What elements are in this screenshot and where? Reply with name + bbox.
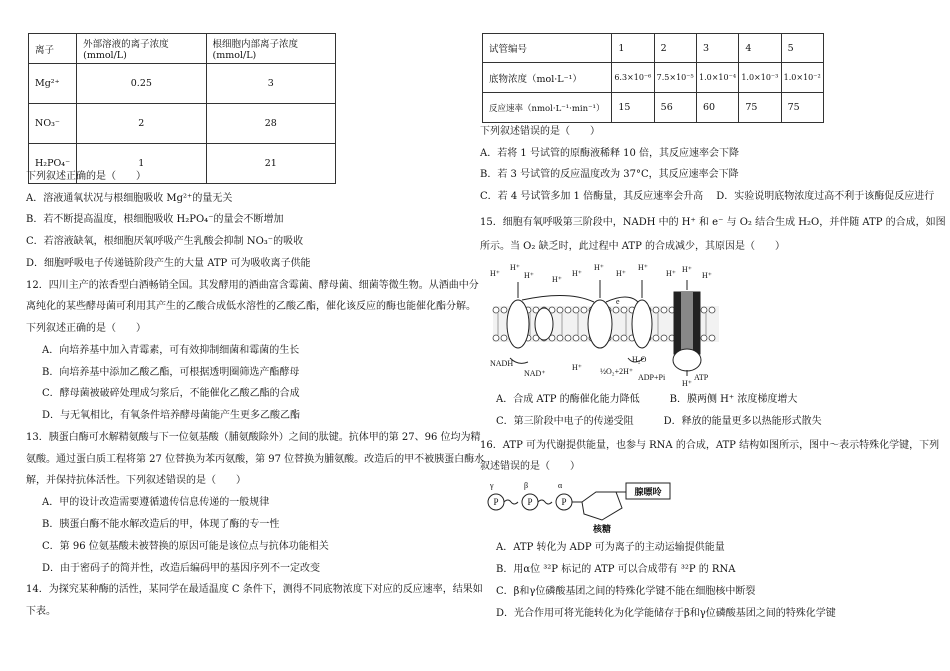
h-ion-label: H⁺ (702, 271, 712, 280)
question-text: 15．细胞有氧呼吸第三阶段中，NADH 中的 H⁺ 和 e⁻ 与 O₂ 结合生成 H₂O，并伴随 ATP 的合成，如图 (480, 217, 946, 228)
table-cell: 3 (206, 64, 335, 104)
row-label: 试管编号 (483, 34, 612, 63)
table-cell: Mg²⁺ (29, 64, 77, 104)
option: C．第 96 位氨基酸未被替换的原因可能是该位点与抗体功能相关 (42, 541, 329, 552)
table-cell: 4 (739, 34, 781, 63)
option: B．用α位 ³²P 标记的 ATP 可以合成带有 ³²P 的 RNA (496, 564, 736, 575)
question-text: 解，并保持抗体活性。下列叙述错误的是（ ） (26, 475, 246, 486)
table-cell: 1 (77, 144, 206, 184)
question-text: 13．胰蛋白酶可水解精氨酸与下一位氨基酸（脯氨酸除外）之间的肽键。抗体甲的第 27、96 位均为精 (26, 432, 481, 443)
question-text: 14．为探究某种酶的活性，某同学在最适温度 C 条件下，测得不同底物浓度下对应的反应速率，结果如 (26, 584, 483, 595)
option: D．光合作用可将光能转化为化学能储存于β和γ位磷酸基团之间的特殊化学键 (496, 608, 836, 619)
table-cell: 60 (696, 93, 738, 123)
high-energy-bond (504, 500, 518, 504)
option: B．若 3 号试管的反应温度改为 37°C，其反应速率会下降 (480, 169, 739, 180)
phosphate-label: P (561, 497, 567, 507)
oxygen-label: ½O₂+2H⁺ (600, 367, 634, 376)
high-energy-bond (538, 500, 552, 504)
table-header: 外部溶液的离子浓度(mmol/L) (77, 34, 206, 64)
option: B．向培养基中添加乙酸乙酯，可根据透明圈筛选产酯酵母 (42, 367, 300, 378)
question-text: 叙述错误的是（ ） (480, 461, 580, 472)
option: B．胰蛋白酶不能水解改造后的甲，体现了酶的专一性 (42, 519, 280, 530)
table-header: 根细胞内部离子浓度(mmol/L) (206, 34, 335, 64)
question-text: 下列叙述正确的是（ ） (26, 323, 146, 334)
h-ion-label: H⁺ (572, 269, 582, 278)
h-ion-label: H⁺ (510, 263, 520, 272)
water-label: H₂O (632, 355, 647, 364)
phosphate-label: P (527, 497, 533, 507)
table-cell: 0.25 (77, 64, 206, 104)
nadh-label: NADH (490, 359, 514, 368)
table-cell: 6.3×10⁻⁶ (612, 63, 654, 93)
question-text: 氨酸。通过蛋白质工程将第 27 位替换为苯丙氨酸，第 97 位替换为脯氨酸。改造后的甲不被胰蛋白酶水 (26, 454, 485, 465)
table-header: 离子 (29, 34, 77, 64)
table-cell: 15 (612, 93, 654, 123)
row-label: 底物浓度（mol·L⁻¹） (483, 63, 612, 93)
gamma-label: γ (490, 481, 494, 490)
table-cell: 1.0×10⁻² (781, 63, 823, 93)
row-label: 反应速率（nmol·L⁻¹·min⁻¹） (483, 93, 612, 123)
phosphate-label: P (493, 497, 499, 507)
table-cell: 28 (206, 104, 335, 144)
ion-concentration-table (28, 33, 336, 184)
option: B．若不断提高温度，根细胞吸收 H₂PO₄⁻的量会不断增加 (26, 214, 284, 225)
electron-transport-diagram (488, 262, 724, 386)
adp-label: ADP+Pi (638, 373, 666, 382)
question-text: 下表。 (26, 606, 56, 617)
question-text: 离纯化的某些酵母菌可利用其产生的乙酸合成低水溶性的乙酸乙酯，催化该反应的酶也能催化酯分解。 (26, 301, 476, 312)
h-ion-label: H⁺ (552, 275, 562, 284)
option: A．向培养基中加入青霉素，可有效抑制细菌和霉菌的生长 (42, 345, 300, 356)
h-ion-label: H⁺ (682, 379, 692, 386)
table-cell: 7.5×10⁻⁵ (654, 63, 696, 93)
h-ion-label: H⁺ (594, 263, 604, 272)
option: A．合成 ATP 的酶催化能力降低 B．膜两侧 H⁺ 浓度梯度增大 (496, 394, 798, 405)
table-cell: 75 (739, 93, 781, 123)
h-ion-label: H⁺ (524, 271, 534, 280)
question-text: 所示。当 O₂ 缺乏时，此过程中 ATP 的合成减少，其原因是（ ） (480, 241, 785, 252)
question-stem: 下列叙述错误的是（ ） (480, 126, 600, 137)
table-cell: 3 (696, 34, 738, 63)
table-cell: 2 (77, 104, 206, 144)
atp-label: ATP (694, 373, 709, 382)
table-cell: H₂PO₄⁻ (29, 144, 77, 184)
atp-structure-diagram (484, 480, 684, 536)
h-ion-label: H⁺ (666, 269, 676, 278)
option: C．若溶液缺氧，根细胞厌氧呼吸产生乳酸会抑制 NO₃⁻的吸收 (26, 236, 304, 247)
ribose-label: 核糖 (592, 525, 612, 535)
option: C．若 4 号试管多加 1 倍酶量，其反应速率会升高 D．实验说明底物浓度过高不利于该酶促反应进行 (480, 191, 935, 202)
table-cell: 1.0×10⁻⁴ (696, 63, 738, 93)
electron-label: e (616, 297, 620, 306)
table-cell: 21 (206, 144, 335, 184)
table-cell: 2 (654, 34, 696, 63)
h-ion-label: H⁺ (682, 265, 692, 274)
table-cell: 56 (654, 93, 696, 123)
option: C．第三阶段中电子的传递受阻 D．释放的能量更多以热能形式散失 (496, 416, 822, 427)
h-ion-label: H⁺ (638, 263, 648, 272)
question-text: 16．ATP 可为代谢提供能量，也参与 RNA 的合成，ATP 结构如图所示，图中～表示特殊化学键，下列 (480, 440, 940, 451)
table-cell: 1.0×10⁻³ (739, 63, 781, 93)
table-cell: 1 (612, 34, 654, 63)
option: A．溶液通氧状况与根细胞吸收 Mg²⁺的量无关 (26, 193, 233, 204)
question-stem: 下列叙述正确的是（ ） (26, 171, 146, 182)
enzyme-rate-table (482, 33, 824, 123)
alpha-label: α (558, 481, 563, 490)
h-ion-label: H⁺ (572, 363, 582, 372)
beta-label: β (524, 481, 529, 490)
table-cell: 5 (781, 34, 823, 63)
table-cell: 75 (781, 93, 823, 123)
h-ion-label: H⁺ (616, 269, 626, 278)
option: D．由于密码子的简并性，改造后编码甲的基因序列不一定改变 (42, 563, 321, 574)
h-ion-label: H⁺ (490, 269, 500, 278)
table-cell: NO₃⁻ (29, 104, 77, 144)
nad-label: NAD⁺ (524, 369, 546, 378)
option: A．甲的设计改造需要遵循遗传信息传递的一般规律 (42, 497, 270, 508)
option: C．酵母菌被破碎处理成匀浆后，不能催化乙酸乙酯的合成 (42, 388, 300, 399)
option: D．细胞呼吸电子传递链阶段产生的大量 ATP 可为吸收离子供能 (26, 258, 311, 269)
question-text: 12．四川主产的浓香型白酒畅销全国。其发酵用的酒曲富含霉菌、酵母菌、细菌等微生物。从酒曲中分 (26, 280, 479, 291)
option: D．与无氧相比，有氧条件培养酵母菌能产生更多乙酸乙酯 (42, 410, 301, 421)
option: A．若将 1 号试管的原酶液稀释 10 倍，其反应速率会下降 (480, 148, 740, 159)
option: C．β和γ位磷酸基团之间的特殊化学键不能在细胞核中断裂 (496, 586, 756, 597)
ribose-ring (582, 492, 622, 520)
adenine-label: 腺嘌呤 (634, 488, 662, 498)
option: A．ATP 转化为 ADP 可为离子的主动运输提供能量 (496, 542, 725, 553)
